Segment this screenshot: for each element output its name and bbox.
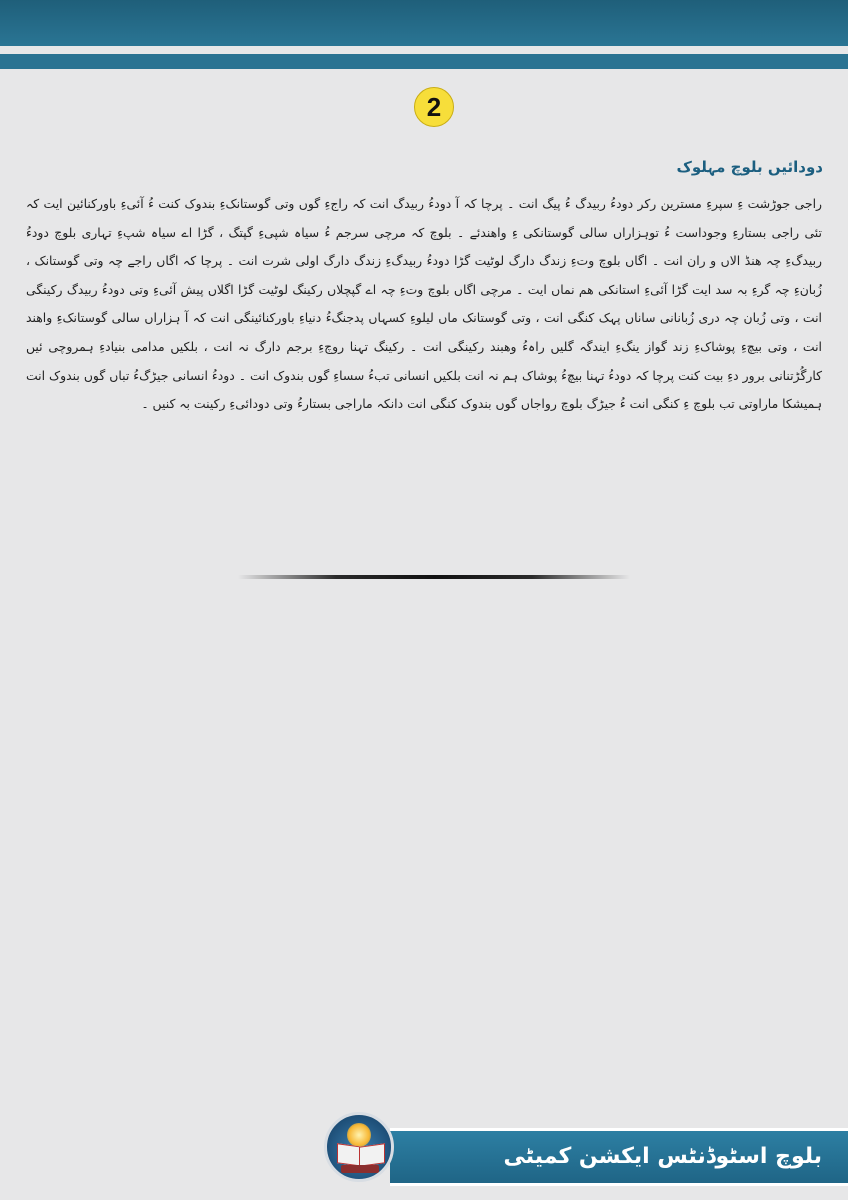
footer-banner (390, 1128, 848, 1186)
header-band (0, 0, 848, 46)
section-separator (238, 575, 630, 579)
page-number-badge (414, 87, 454, 127)
page-number: 2 (426, 91, 442, 122)
header-stripe (0, 54, 848, 69)
logo-book-base (341, 1165, 379, 1173)
logo-book-right-page (359, 1143, 385, 1167)
footer-organization-name: بلوچ اسٹوڈنٹس ایکشن کمیٹی (503, 1144, 822, 1169)
article-heading: دودائیں بلوچ مہلوک (676, 158, 823, 176)
header-gap (0, 46, 848, 54)
book-sun-logo-icon (324, 1112, 394, 1182)
article-body: راجی جوڑشت ءِ سپرءِ مسترین رکر دودءُ ربیدگ ءُ پیگ انت ۔ پرچا کہ آ دودءُ ربیدگ انت کہ راجءِ گوں وتی گوستانکءِ بندوک کنت ءُ آئیءِ باورکنائین ایت کہ تئی راجی بستارءِ وجوداست ءُ توہزاراں سالی گوستانکی ءِ واھندئے ۔ بلوچ کہ مرچی سرجم ءُ سیاہ شپیءِ گپتگ ، گڑا اے سیاہ شپءِ تہاری بلوچ دودءُ ربیدگءِ چہ ھنڈ الاں و ران انت ۔ اگاں بلوچ وتءِ زندگ دارگ لوٹیت گڑا دودءُ ربیدگءِ زندگ دارگ اولی شرت انت ۔ پرچا کہ اگاں راجے چہ وتی گوستانک ، زُبانءِ چہ گرءِ بہ سد ایت گڑا آئیءِ استانکی ھم نماں ایت ۔ مرچی اگاں بلوچ وتءِ چہ اے گپچلاں رکینگ لوٹیت گڑا اگلاں پیش آئیءِ وتی دودءُ ربیدگ رکینگی انت ، وتی زُبان چہ دری زُبانانی ساناں پہک کنگی انت ، وتی گوستانک ماں لیلوءِ کسہاں پدجنگءُ دنیاءِ باورکنائینگی انت کہ آ ہزاراں سالی گوستانکءِ واھند انت ، وتی بیچءِ پوشاکءِ زند گواز ینگءِ ایندگہ گلیں راہءُ وھبند رکینگی انت ۔ رکینگ تہنا روچءِ برجم دارگ نہ انت ، بلکیں مدامی بنیادءِ ہمروچی ئیں کارگُڑتنانی برور دءِ بیت کنت پرچا کہ دودءُ تہنا بیچءُ پوشاک ہم نہ انت بلکیں انسانی تبءُ سساءِ گوں بندوک انت ۔ دودءُ انسانی جیڑگءُ تباں گوں بندوک انت ہمیشکا ماراوتی تب بلوچ ءِ کنگی انت ءُ جیڑگ بلوچ رواجاں گوں بندوک کنگی انت دانکہ ماراجی بستارءُ وتی دودائیءِ رکینت بہ کنیں ۔ (26, 196, 822, 412)
logo-sun-shape (347, 1123, 371, 1147)
